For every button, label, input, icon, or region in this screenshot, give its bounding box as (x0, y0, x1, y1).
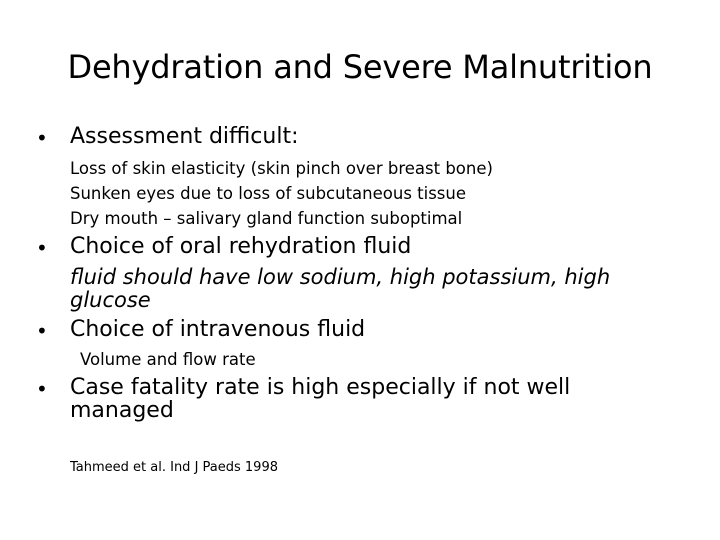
assessment-bullet: Assessment difficult: (70, 124, 299, 149)
intravenous-detail: Volume and flow rate (80, 350, 256, 369)
slide-title: Dehydration and Severe Malnutrition (67, 48, 653, 86)
sunken-eyes-detail: Sunken eyes due to loss of subcutaneous tissue (70, 184, 467, 203)
skin-elasticity-detail: Loss of skin elasticity (skin pinch over breast bone) (70, 159, 493, 178)
bullet-point-icon: • (36, 236, 48, 260)
case-fatality-bullet: Case fatality rate is high especially if not well (70, 375, 571, 400)
bullet-point-icon: • (36, 126, 48, 150)
bullet-point-icon: • (36, 319, 48, 343)
oral-rehydration-detail-line-2: glucose (70, 288, 151, 312)
oral-rehydration-detail-line-1: fluid should have low sodium, high potassium, high (70, 265, 611, 289)
citation: Tahmeed et al. Ind J Paeds 1998 (70, 460, 278, 475)
bullet-point-icon: • (36, 377, 48, 401)
case-fatality-continuation: managed (70, 398, 174, 423)
dry-mouth-detail: Dry mouth – salivary gland function suboptimal (70, 209, 463, 228)
oral-rehydration-bullet: Choice of oral rehydration fluid (70, 234, 412, 259)
intravenous-fluid-bullet: Choice of intravenous fluid (70, 317, 366, 342)
